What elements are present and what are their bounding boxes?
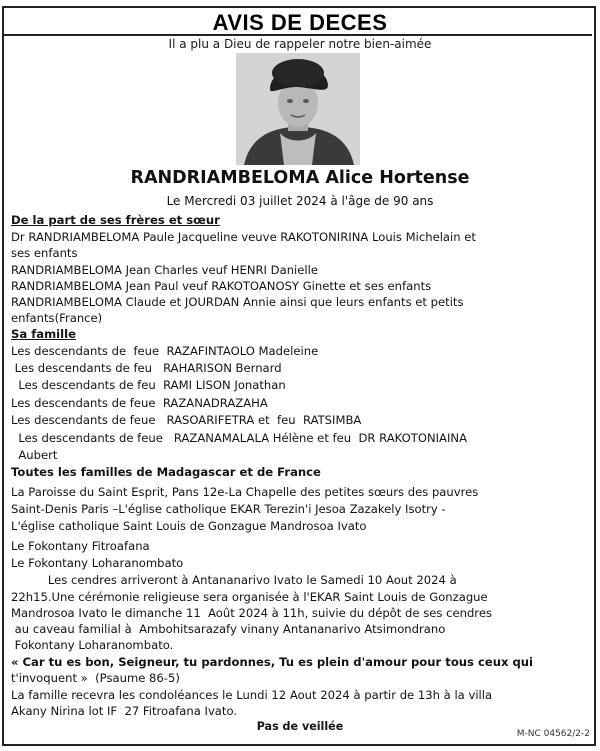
- ceremony-line: Mandrosoa Ivato le dimanche 11 Août 2024 à 11h, suivie du dépôt de ses cendres: [11, 606, 492, 620]
- descendants-line: Les descendants de feue RAZANADRAZAHA: [11, 396, 268, 410]
- descendants-line: Les descendants de feu RAMI LISON Jonathan: [11, 378, 286, 392]
- descendants-line: Les descendants de feue RAZANAMALALA Hélène et feu DR RAKOTONIAINA: [11, 431, 468, 445]
- descendants-line: Les descendants de feue RAZAFINTAOLO Madeleine: [11, 344, 319, 358]
- families-line: Toutes les familles de Madagascar et de France: [11, 465, 321, 479]
- family-line: enfants(France): [11, 311, 103, 325]
- sa-famille-heading: Sa famille: [11, 327, 76, 341]
- family-line: Dr RANDRIAMBELOMA Paule Jacqueline veuve RAKOTONIRINA Louis Michelain et: [11, 230, 476, 244]
- psalm-quote-line: « Car tu es bon, Seigneur, tu pardonnes, Tu es plein d'amour pour tous ceux qui: [11, 655, 534, 669]
- fokontany-line: Le Fokontany Loharanombato: [11, 556, 184, 570]
- paroisse-line: L'église catholique Saint Louis de Gonzague Mandrosoa Ivato: [11, 519, 367, 533]
- condoleances-line: La famille recevra les condoléances le Lundi 12 Aout 2024 à partir de 13h à la villa: [11, 688, 493, 702]
- family-line: RANDRIAMBELOMA Claude et JOURDAN Annie ainsi que leurs enfants et petits: [11, 295, 464, 309]
- death-date: Le Mercredi 03 juillet 2024 à l'âge de 90 ans: [166, 194, 434, 208]
- descendants-line: Les descendants de feue RASOARIFETRA et feu RATSIMBA: [11, 413, 362, 427]
- condoleances-line: Akany Nirina lot IF 27 Fitroafana Ivato.: [11, 704, 238, 718]
- deceased-name: RANDRIAMBELOMA Alice Hortense: [130, 168, 470, 188]
- descendants-line: Aubert: [11, 448, 58, 462]
- portrait-photo: [236, 53, 360, 165]
- notice-title: AVIS DE DECES: [212, 10, 388, 35]
- paroisse-line: La Paroisse du Saint Esprit, Pans 12e-La Chapelle des petites sœurs des pauvres: [11, 485, 479, 499]
- ceremony-line: 22h15.Une cérémonie religieuse sera organisée à l'EKAR Saint Louis de Gonzague: [11, 590, 488, 604]
- ceremony-line: au caveau familial à Ambohitsarazafy vinany Antananarivo Atsimondrano: [11, 622, 446, 636]
- family-line: RANDRIAMBELOMA Jean Paul veuf RAKOTOANOSY Ginette et ses enfants: [11, 279, 432, 293]
- family-heading: De la part de ses frères et sœur: [11, 213, 220, 227]
- descendants-line: Les descendants de feu RAHARISON Bernard: [11, 361, 282, 375]
- intro-text: Il a plu a Dieu de rappeler notre bien-aimée: [168, 37, 432, 51]
- psalm-quote-line: t'invoquent » (Psaume 86-5): [11, 671, 180, 685]
- fokontany-line: Le Fokontany Fitroafana: [11, 539, 150, 553]
- paroisse-line: Saint-Denis Paris –L'église catholique EKAR Terezin'i Jesoa Zazakely Isotry -: [11, 502, 446, 516]
- family-line: RANDRIAMBELOMA Jean Charles veuf HENRI Danielle: [11, 263, 318, 277]
- ceremony-line: Fokontany Loharanombato.: [11, 638, 174, 652]
- reference-code: M-NC 04562/2-2: [516, 729, 590, 739]
- ceremony-line: Les cendres arriveront à Antananarivo Ivato le Samedi 10 Aout 2024 à: [11, 573, 457, 587]
- family-line: ses enfants: [11, 246, 78, 260]
- no-wake-notice: Pas de veillée: [256, 720, 344, 733]
- portrait-image: [236, 53, 360, 165]
